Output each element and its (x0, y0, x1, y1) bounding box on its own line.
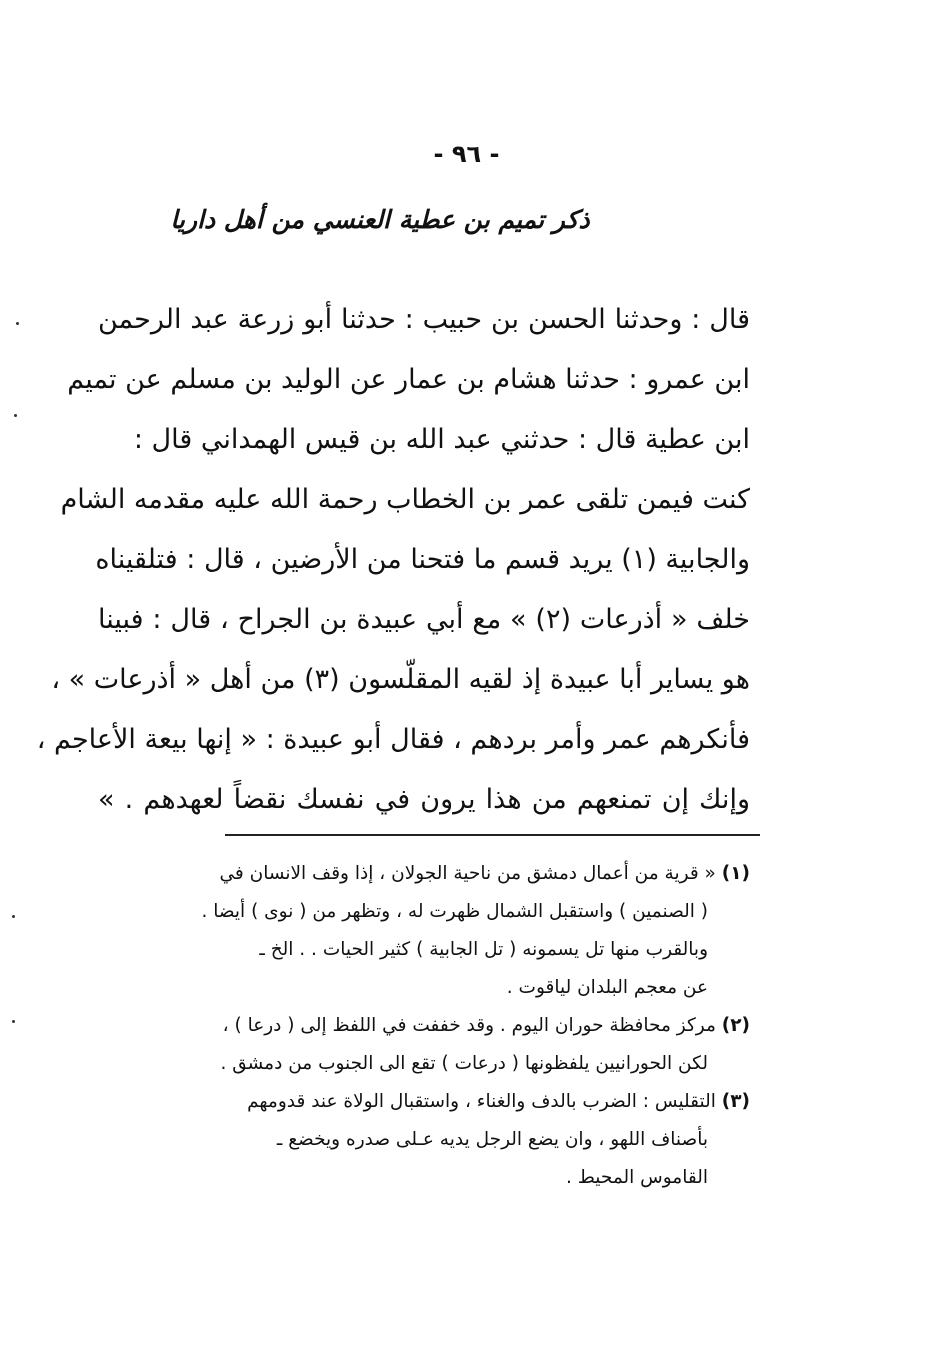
footnote-number: (٣) (721, 1091, 750, 1112)
narrative-line: وإنك إن تمنعهم من هذا يرون في نفسك نقضاً لعهدهم . » (98, 784, 750, 815)
footnote-text: مركز محافظة حوران اليوم . وقد خففت في اللفظ إلى ( درعا ) ، (222, 1015, 716, 1036)
narrative-line: والجابية (١) يريد قسم ما فتحنا من الأرضين ، قال : فتلقيناه (95, 544, 750, 575)
footnote-line: بأصناف اللهو ، وان يضع الرجل يديه عـلى صدره ويخضع ـ (276, 1129, 708, 1150)
page-number: - ٩٦ - (433, 140, 500, 168)
footnote-line: وبالقرب منها تل يسمونه ( تل الجابية ) كثير الحيات . . الخ ـ (259, 939, 708, 960)
intro-line: ابن عطية قال : حدثني عبد الله بن قيس الهمداني قال : (133, 424, 750, 455)
footnote-text: التقليس : الضرب بالدف والغناء ، واستقبال الولاة عند قدومهم (247, 1091, 716, 1112)
narrative-paragraph (36, 470, 750, 830)
scan-speck (14, 414, 17, 417)
footnote-line (100, 855, 750, 893)
intro-line: قال : وحدثنا الحسن بن حبيب : حدثنا أبو زرعة عبد الرحمن (98, 304, 750, 335)
footnotes (100, 855, 750, 1197)
section-title: ذكر تميم بن عطية العنسي من أهل داريا (170, 205, 590, 234)
footnote-line: لكن الحورانيين يلفظونها ( درعات ) تقع الى الجنوب من دمشق . (220, 1053, 708, 1074)
footnote-line: القاموس المحيط . (565, 1167, 708, 1188)
footnote-text: « قرية من أعمال دمشق من ناحية الجولان ، إذا وقف الانسان في (219, 863, 716, 884)
narrative-line: فأنكرهم عمر وأمر بردهم ، فقال أبو عبيدة : « إنها بيعة الأعاجم ، (36, 724, 750, 755)
footnote-line (100, 1083, 750, 1121)
scan-speck (12, 1020, 15, 1023)
footnote-divider (225, 834, 760, 836)
footnote-1 (100, 855, 750, 1007)
narrative-line: خلف « أذرعات (٢) » مع أبي عبيدة بن الجراح ، قال : فبينا (98, 604, 750, 635)
footnote-line (100, 1007, 750, 1045)
footnote-number: (٢) (721, 1015, 750, 1036)
narrative-line: هو يساير أبا عبيدة إذ لقيه المقلّسون (٣) من أهل « أذرعات » ، (51, 664, 750, 695)
narrative-line: كنت فيمن تلقى عمر بن الخطاب رحمة الله عليه مقدمه الشام (60, 484, 750, 515)
intro-paragraph (67, 290, 750, 470)
footnote-3 (100, 1083, 750, 1197)
footnote-2 (100, 1007, 750, 1083)
footnote-line: ( الصنمين ) واستقبل الشمال ظهرت له ، وتظهر من ( نوى ) أيضا . (201, 901, 708, 922)
intro-line: ابن عمرو : حدثنا هشام بن عمار عن الوليد بن مسلم عن تميم (67, 364, 750, 395)
scan-speck (16, 322, 19, 325)
scan-speck (12, 915, 15, 918)
footnote-number: (١) (721, 863, 750, 884)
footnote-line: عن معجم البلدان لياقوت . (506, 977, 708, 998)
